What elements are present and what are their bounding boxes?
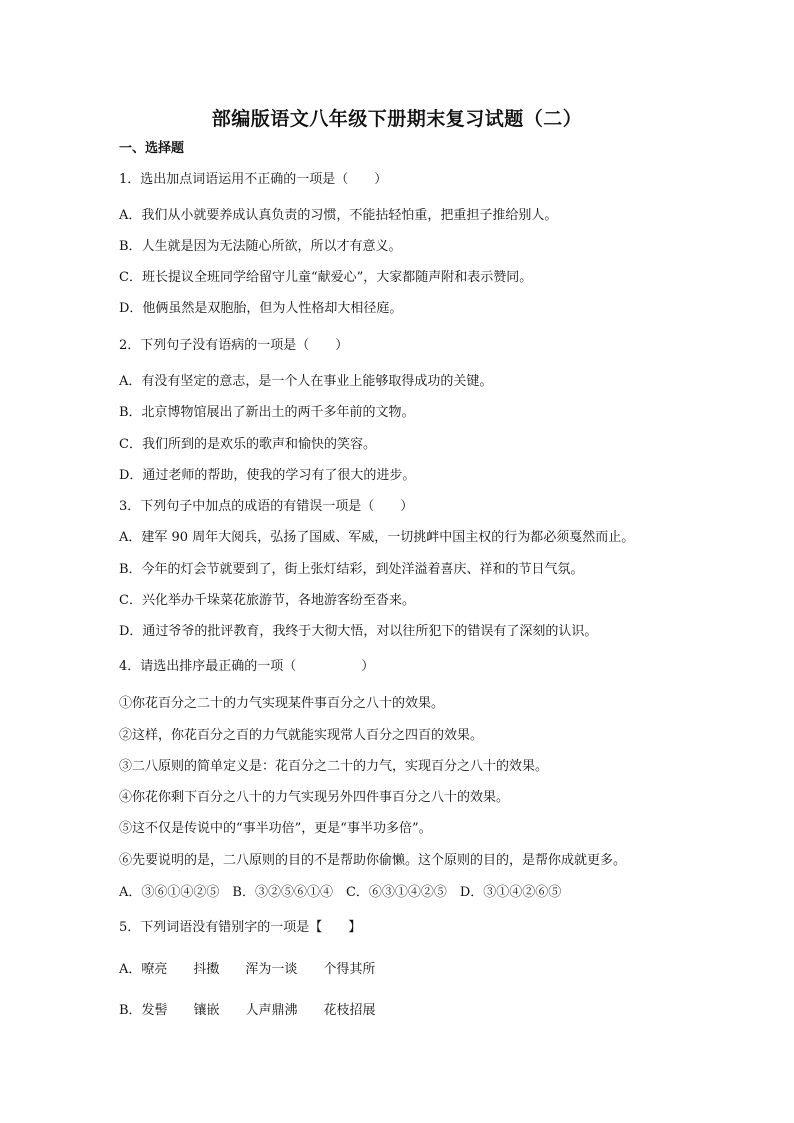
question-4-item-4: ④你花你剩下百分之八十的力气实现另外四件事百分之八十的效果。 <box>119 790 510 805</box>
question-5-stem: 5．下列词语没有错别字的一项是【 】 <box>119 920 362 935</box>
question-1-option-a: A．我们从小就要养成认真负责的习惯，不能拈轻怕重，把重担子推给别人。 <box>119 208 558 223</box>
question-5-option-a: A．嘹亮 抖擞 浑为一谈 个得其所 <box>119 962 376 977</box>
question-2-stem: 2．下列句子没有语病的一项是（ ） <box>119 338 349 353</box>
question-4-item-1: ①你花百分之二十的力气实现某件事百分之八十的效果。 <box>119 696 445 711</box>
question-3-option-b: B．今年的灯会节就要到了，街上张灯结彩，到处洋溢着喜庆、祥和的节日气氛。 <box>119 562 584 577</box>
question-1-option-d: D．他俩虽然是双胞胎，但为人性格却大相径庭。 <box>119 301 403 316</box>
question-2-option-c: C．我们所到的是欢乐的歌声和愉快的笑容。 <box>119 437 376 452</box>
question-3-option-c: C．兴化举办千垛菜花旅游节，各地游客纷至沓来。 <box>119 593 415 608</box>
question-3-stem: 3．下列句子中加点的成语的有错误一项是（ ） <box>119 499 414 514</box>
question-1-stem: 1．选出加点词语运用不正确的一项是（ ） <box>119 172 388 187</box>
question-4-item-3: ③二八原则的简单定义是：花百分之二十的力气，实现百分之八十的效果。 <box>119 759 549 774</box>
question-4-item-6: ⑥先要说明的是，二八原则的目的不是帮助你偷懒。这个原则的目的，是帮你成就更多。 <box>119 853 627 868</box>
question-4-stem: 4．请选出排序最正确的一项（ ） <box>119 659 375 674</box>
question-1-option-c: C．班长提议全班同学给留守儿童“献爱心”，大家都随声附和表示赞同。 <box>119 270 533 285</box>
section-heading: 一、选择题 <box>119 141 185 156</box>
question-4-item-5: ⑤这不仅是传说中的“事半功倍”，更是“事半功多倍”。 <box>119 821 432 836</box>
question-3-option-a: A．建军 90 周年大阅兵，弘扬了国威、军威，一切挑衅中国主权的行为都必须戛然而止。 <box>119 530 635 545</box>
question-2-option-d: D．通过老师的帮助，使我的学习有了很大的进步。 <box>119 468 416 483</box>
question-4-item-2: ②这样，你花百分之百的力气就能实现常人百分之四百的效果。 <box>119 728 484 743</box>
question-1-option-b: B．人生就是因为无法随心所欲，所以才有意义。 <box>119 239 402 254</box>
question-2-option-b: B．北京博物馆展出了新出土的两千多年前的文物。 <box>119 405 415 420</box>
question-5-option-b: B．发髻 镶嵌 人声鼎沸 花枝招展 <box>119 1003 376 1018</box>
question-4-choices: A．③⑥①④②⑤ B．③②⑤⑥①④ C．⑥③①④②⑤ D．③①④②⑥⑤ <box>119 885 562 900</box>
question-3-option-d: D．通过爷爷的批评教育，我终于大彻大悟，对以往所犯下的错误有了深刻的认识。 <box>119 624 598 639</box>
question-2-option-a: A．有没有坚定的意志，是一个人在事业上能够取得成功的关键。 <box>119 374 493 389</box>
document-title: 部编版语文八年级下册期末复习试题（二） <box>211 108 583 130</box>
